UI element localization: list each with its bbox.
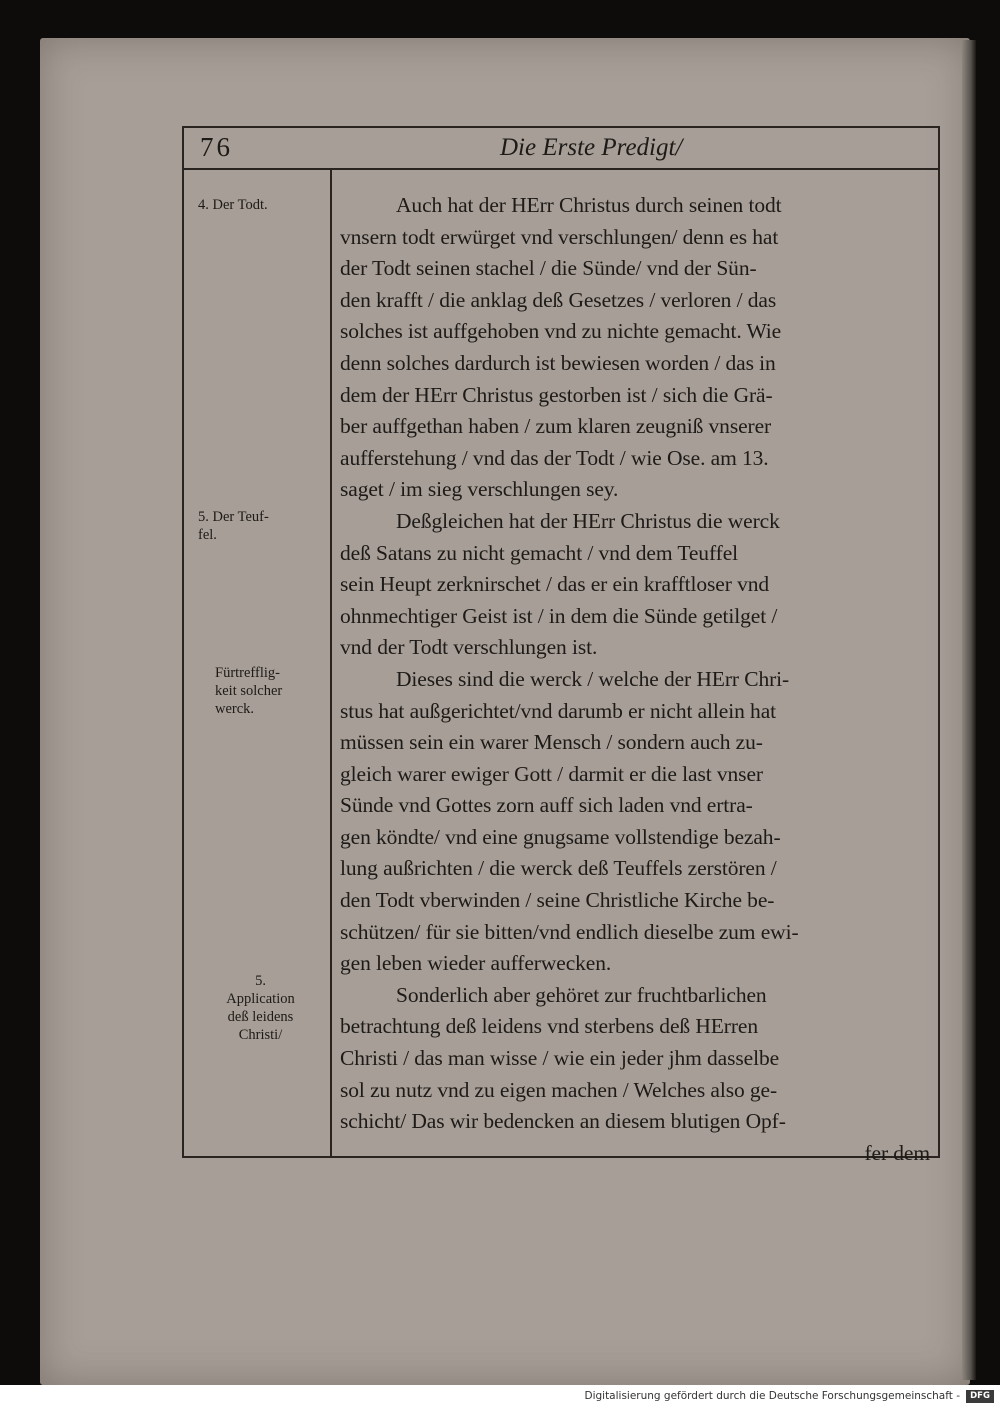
gloss-line: Application: [226, 991, 295, 1007]
text-line: denn solches dardurch ist bewiesen worden / das in: [340, 350, 776, 375]
text-line: ber auffgethan haben / zum klaren zeugniß vnserer: [340, 414, 772, 439]
text-line: saget / im sieg verschlungen sey.: [340, 477, 619, 502]
text-line: Dieses sind die werck / welche der HErr Chri-: [396, 666, 790, 691]
frame-left-rule: [182, 126, 184, 1158]
gloss-line: 5. Der Teuf-: [198, 509, 269, 525]
margin-gloss-death: [198, 196, 323, 214]
text-line: dem der HErr Christus gestorben ist / sich die Grä-: [340, 382, 773, 407]
margin-gloss-devil: [198, 508, 323, 544]
text-line-catchword: fer dem: [864, 1140, 930, 1165]
gloss-line: Christi/: [238, 1027, 283, 1043]
text-line: müssen sein ein warer Mensch / sondern auch zu-: [340, 730, 763, 755]
text-line: Sonderlich aber gehöret zur fruchtbarlichen: [396, 982, 767, 1007]
margin-column-rule: [330, 168, 332, 1156]
running-head: Die Erste Predigt/: [500, 134, 683, 161]
body-text: [340, 190, 930, 1169]
frame-top-rule: [182, 126, 939, 128]
text-line: sol zu nutz vnd zu eigen machen / Welches also ge-: [340, 1077, 778, 1102]
text-line: lung außrichten / die werck deß Teuffels zerstören /: [340, 856, 777, 881]
gloss-line: 5.: [255, 973, 266, 989]
footer-bar: [0, 1388, 1000, 1408]
gloss-line: 4. Der Todt.: [198, 197, 268, 213]
text-line: vnd der Todt verschlungen ist.: [340, 635, 598, 660]
text-line: Deßgleichen hat der HErr Christus die werck: [396, 508, 780, 533]
text-line: betrachtung deß leidens vnd sterbens deß HErren: [340, 1014, 758, 1039]
text-line: Auch hat der HErr Christus durch seinen todt: [396, 193, 782, 217]
text-line: gleich warer ewiger Gott / darmit er die last vnser: [340, 761, 763, 786]
text-line: ohnmechtiger Geist ist / in dem die Sünde getilget /: [340, 603, 778, 628]
text-line: gen köndte/ vnd eine gnugsame vollstendige bezah-: [340, 824, 781, 849]
text-line: schicht/ Das wir bedencken an diesem blutigen Opf-: [340, 1109, 786, 1134]
margin-gloss-application: [198, 972, 323, 1044]
text-line: stus hat außgerichtet/vnd darumb er nicht allein hat: [340, 698, 777, 723]
frame-right-rule: [938, 126, 940, 1158]
gloss-line: keit solcher: [215, 683, 283, 699]
text-line: aufferstehung / vnd das der Todt / wie Ose. am 13.: [340, 445, 769, 470]
text-line: schützen/ für sie bitten/vnd endlich dieselbe zum ewi-: [340, 919, 799, 944]
header-rule: [182, 168, 939, 170]
gloss-line: Fürtrefflig-: [215, 665, 280, 681]
text-line: der Todt seinen stachel / die Sünde/ vnd der Sün-: [340, 256, 757, 281]
page-edge: [962, 40, 976, 1380]
text-line: deß Satans zu nicht gemacht / vnd dem Teuffel: [340, 540, 739, 565]
text-line: Sünde vnd Gottes zorn auff sich laden vnd ertra-: [340, 793, 753, 818]
gloss-line: deß leidens: [227, 1009, 294, 1025]
dfg-logo: DFG: [966, 1390, 994, 1403]
text-line: gen leben wieder aufferwecken.: [340, 951, 612, 976]
funding-credit: Digitalisierung gefördert durch die Deutsche Forschungsgemeinschaft -: [584, 1390, 960, 1402]
text-line: vnsern todt erwürget vnd verschlungen/ denn es hat: [340, 224, 779, 249]
text-line: Christi / das man wisse / wie ein jeder jhm dasselbe: [340, 1046, 780, 1071]
text-line: sein Heupt zerknirschet / das er ein krafftloser vnd: [340, 572, 770, 597]
gloss-line: fel.: [198, 527, 217, 543]
margin-gloss-excellence: [215, 664, 340, 718]
text-line: den Todt vberwinden / seine Christliche Kirche be-: [340, 888, 775, 913]
page-number: 76: [200, 132, 233, 162]
text-line: den krafft / die anklag deß Gesetzes / verloren / das: [340, 287, 777, 312]
gloss-line: werck.: [215, 701, 255, 717]
text-line: solches ist auffgehoben vnd zu nichte gemacht. Wie: [340, 319, 782, 344]
